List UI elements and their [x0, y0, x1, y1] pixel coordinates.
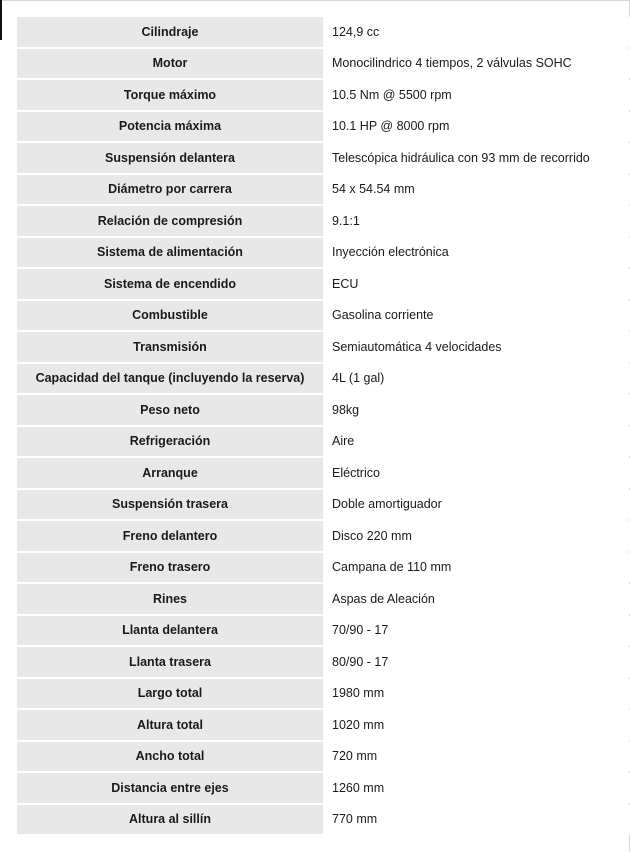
- spec-value: Eléctrico: [323, 458, 630, 488]
- spec-label: Diámetro por carrera: [17, 175, 323, 205]
- spec-value: 720 mm: [323, 742, 630, 772]
- spec-label: Sistema de encendido: [17, 269, 323, 299]
- spec-label: Suspensión delantera: [17, 143, 323, 173]
- spec-label: Relación de compresión: [17, 206, 323, 236]
- spec-label: Ancho total: [17, 742, 323, 772]
- spec-label: Refrigeración: [17, 427, 323, 457]
- spec-label: Freno delantero: [17, 521, 323, 551]
- spec-label: Transmisión: [17, 332, 323, 362]
- spec-label: Rines: [17, 584, 323, 614]
- spec-value: 9.1:1: [323, 206, 630, 236]
- table-row: [17, 49, 630, 79]
- table-row: [17, 458, 630, 488]
- table-row: [17, 112, 630, 142]
- page-left-edge: [0, 0, 2, 40]
- table-row: [17, 301, 630, 331]
- spec-label: Cilindraje: [17, 17, 323, 47]
- spec-value: 4L (1 gal): [323, 364, 630, 394]
- specifications-table-body: [17, 17, 630, 834]
- spec-label: Arranque: [17, 458, 323, 488]
- table-row: [17, 805, 630, 835]
- table-row: [17, 679, 630, 709]
- table-row: [17, 490, 630, 520]
- table-row: [17, 238, 630, 268]
- spec-label: Llanta trasera: [17, 647, 323, 677]
- table-row: [17, 773, 630, 803]
- spec-value: Telescópica hidráulica con 93 mm de recorrido: [323, 143, 630, 173]
- table-row: [17, 332, 630, 362]
- spec-value: 10.5 Nm @ 5500 rpm: [323, 80, 630, 110]
- table-row: [17, 395, 630, 425]
- spec-label: Potencia máxima: [17, 112, 323, 142]
- spec-label: Torque máximo: [17, 80, 323, 110]
- table-row: [17, 584, 630, 614]
- table-row: [17, 553, 630, 583]
- spec-value: 1980 mm: [323, 679, 630, 709]
- specifications-table: [17, 15, 630, 836]
- spec-label: Altura al sillín: [17, 805, 323, 835]
- table-row: [17, 206, 630, 236]
- spec-value: 124,9 cc: [323, 17, 630, 47]
- table-row: [17, 427, 630, 457]
- table-row: [17, 364, 630, 394]
- spec-value: Semiautomática 4 velocidades: [323, 332, 630, 362]
- table-row: [17, 175, 630, 205]
- table-row: [17, 80, 630, 110]
- spec-value: Inyección electrónica: [323, 238, 630, 268]
- spec-value: Doble amortiguador: [323, 490, 630, 520]
- table-row: [17, 143, 630, 173]
- spec-value: 80/90 - 17: [323, 647, 630, 677]
- spec-label: Altura total: [17, 710, 323, 740]
- table-row: [17, 647, 630, 677]
- spec-value: Aire: [323, 427, 630, 457]
- spec-value: Gasolina corriente: [323, 301, 630, 331]
- spec-value: 770 mm: [323, 805, 630, 835]
- spec-label: Distancia entre ejes: [17, 773, 323, 803]
- spec-label: Largo total: [17, 679, 323, 709]
- spec-value: Disco 220 mm: [323, 521, 630, 551]
- spec-label: Combustible: [17, 301, 323, 331]
- spec-label: Capacidad del tanque (incluyendo la reserva): [17, 364, 323, 394]
- spec-label: Llanta delantera: [17, 616, 323, 646]
- table-row: [17, 742, 630, 772]
- spec-value: 10.1 HP @ 8000 rpm: [323, 112, 630, 142]
- spec-value: Monocilindrico 4 tiempos, 2 válvulas SOHC: [323, 49, 630, 79]
- spec-value: 70/90 - 17: [323, 616, 630, 646]
- spec-value: ECU: [323, 269, 630, 299]
- table-row: [17, 17, 630, 47]
- spec-value: 1020 mm: [323, 710, 630, 740]
- spec-value: Campana de 110 mm: [323, 553, 630, 583]
- spec-value: 1260 mm: [323, 773, 630, 803]
- spec-label: Freno trasero: [17, 553, 323, 583]
- spec-value: 98kg: [323, 395, 630, 425]
- spec-label: Suspensión trasera: [17, 490, 323, 520]
- table-row: [17, 710, 630, 740]
- spec-label: Sistema de alimentación: [17, 238, 323, 268]
- page-top-border: [0, 0, 630, 4]
- spec-value: 54 x 54.54 mm: [323, 175, 630, 205]
- spec-label: Peso neto: [17, 395, 323, 425]
- table-row: [17, 521, 630, 551]
- table-row: [17, 616, 630, 646]
- table-row: [17, 269, 630, 299]
- spec-label: Motor: [17, 49, 323, 79]
- spec-value: Aspas de Aleación: [323, 584, 630, 614]
